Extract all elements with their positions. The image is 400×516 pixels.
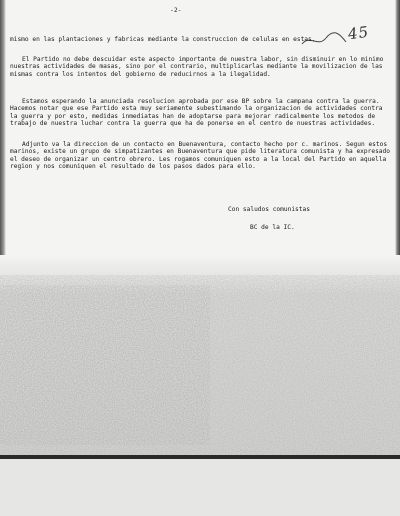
page-number: -2- (170, 6, 182, 14)
paragraph-1: mismo en las plantaciones y fabricas mediante la construccion de celulas en estas. (10, 36, 316, 43)
closing-salutation: Con saludos comunistas (228, 206, 310, 213)
closing-signature: BC de la IC. (250, 224, 295, 231)
handwritten-mark: 45 (346, 22, 371, 44)
paragraph-2: El Partido no debe descuidar este aspecto importante de nuestra labor, sin disminuir en lo minimo nuestras actividades de masas, sino por el contrario, multiplicarlas mediante la movilizacion de las mismas contra los intentos del gobierno de reducirnos a la ilegalidad. (10, 56, 388, 78)
paragraph-4: Adjunto va la direccion de un contacto en Buenaventura, contacto hecho por c. marinos. Segun estos marinos, existe un grupo de simpatizantes en Buenaventura que pide literatura comunista y ha expresado el deseo de organizar un centro obrero. Les rogamos comuniquen esto a la local del Partido en aquella region y nos comuniquen el resultado de los pasos dados para ello. (10, 141, 394, 171)
scan-bottom-area (0, 459, 400, 516)
paragraph-3: Estamos esperando la anunciada resolucion aprobada por ese BP sobre la campana contra la guerra. Hacemos notar que ese Partido esta muy seriamente subestimando la organizacion de actividades contra la guerra y por esto, medidas inmediatas han de adoptarse para mejorar radicalmente los metodos de trabajo de nuestra luchar contra la guerra que ha de ponerse en el centro de nuestras actividades. (10, 98, 387, 128)
